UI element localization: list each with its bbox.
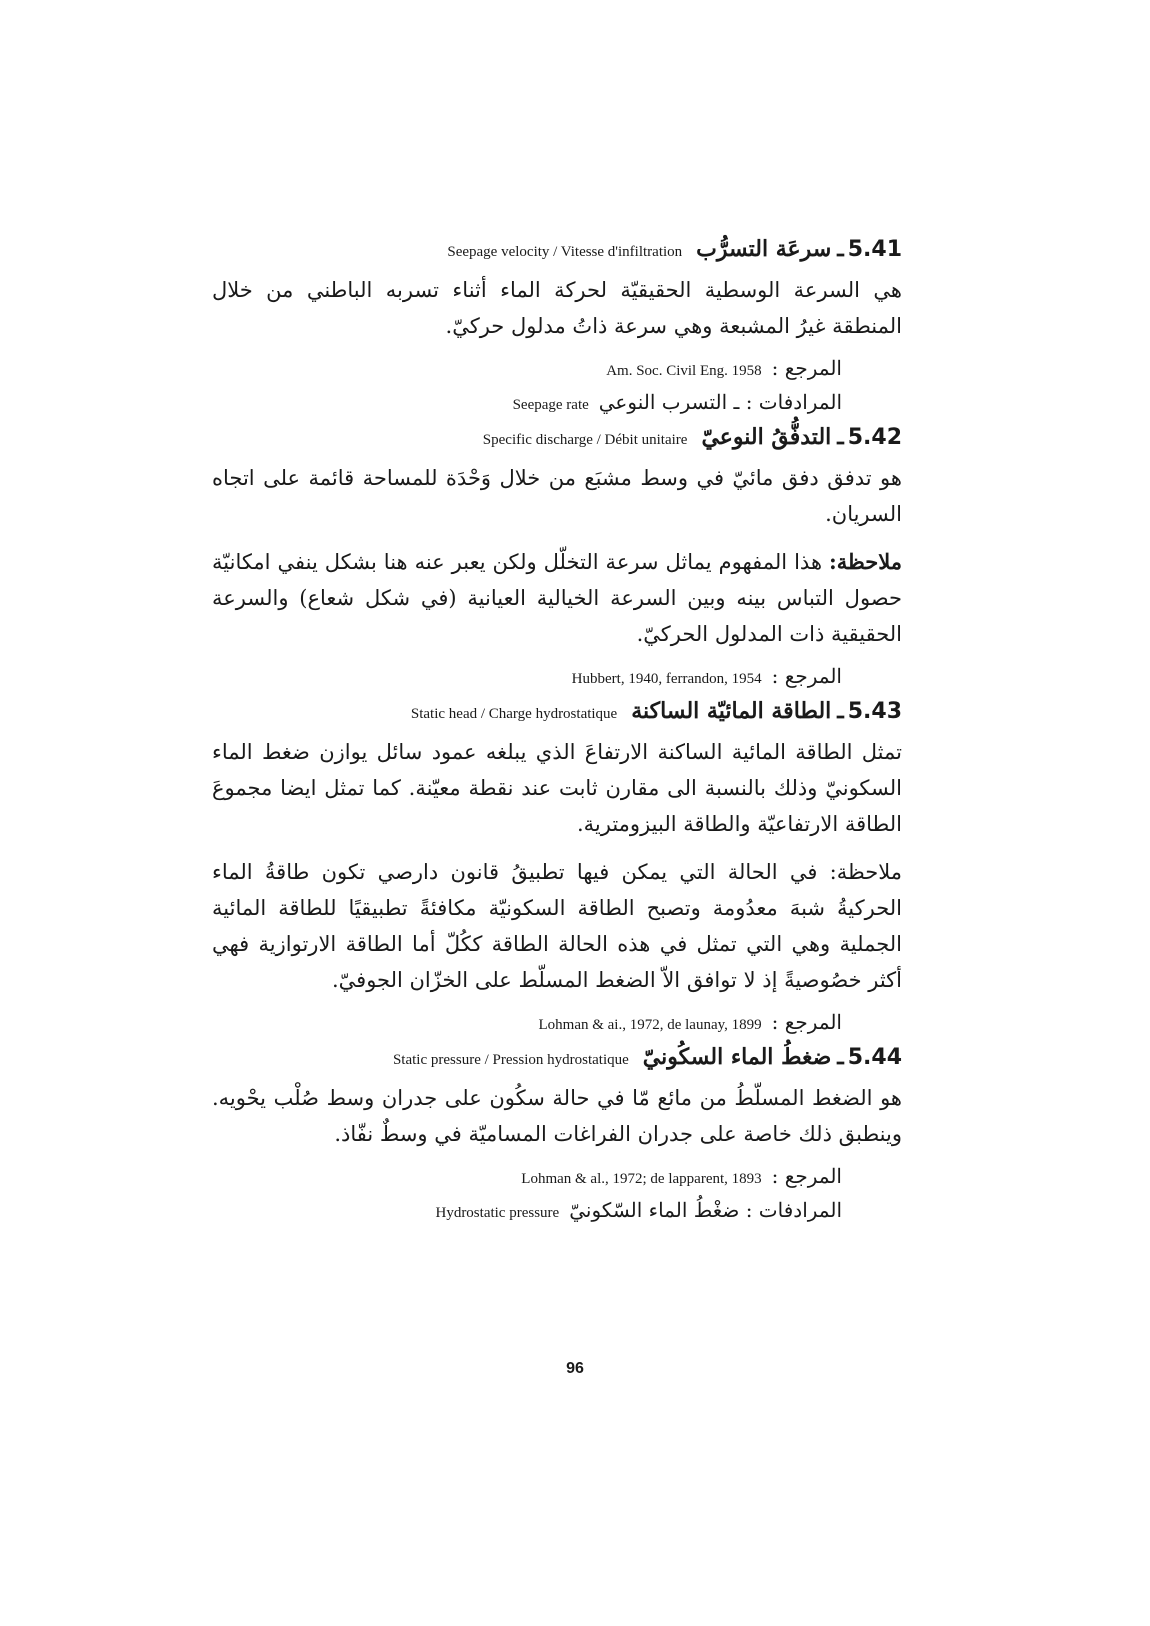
entry-number: 5.44 <box>847 1045 902 1070</box>
note-text: في الحالة التي يمكن فيها تطبيقُ قانون دارصي تكون طاقةُ الماء الحركيةُ شبهَ معدُومة وتصبح الطاقة السكونيّة مكافئةً تطبيقيًا للطاقة المائية الجملية وهي التي تمثل في هذه الحالة الطاقة ككُلّ أما الطاقة الارتوازية فهي أكثر خصُوصيةً إذ لا توافق الاّ الضغط المسلّط على الخزّان الجوفيّ. <box>212 860 902 992</box>
entry-reference <box>212 1164 902 1188</box>
entry-heading-5-43 <box>212 698 902 724</box>
note-text: هذا المفهوم يماثل سرعة التخلّل ولكن يعبر عنه هنا بشكل ينفي امكانيّة حصول التباس بينه وبين السرعة الخيالية العيانية (في شكل شعاع) والسرعة الحقيقية ذات المدلول الحركيّ. <box>212 550 902 646</box>
page-content <box>212 236 902 1232</box>
entry-dash: ـ <box>837 236 844 262</box>
page-number: 96 <box>566 1360 584 1377</box>
entry-title-arabic: سرعَة التسرُّب <box>696 236 832 262</box>
entry-heading-5-42 <box>212 424 902 450</box>
entry-note <box>212 544 902 652</box>
entry-definition: هي السرعة الوسطية الحقيقيّة لحركة الماء أثناء تسربه الباطني من خلال المنطقة غيرُ المشبعة وهي سرعة ذاتُ مدلول حركيّ. <box>212 278 902 338</box>
reference-text: Hubbert, 1940, ferrandon, 1954 <box>571 671 762 687</box>
reference-text: Lohman & ai., 1972, de launay, 1899 <box>538 1017 762 1033</box>
note-label: ملاحظة: <box>829 549 902 574</box>
entry-heading-5-44 <box>212 1044 902 1070</box>
entry-title-arabic: الطاقة المائيّة الساكنة <box>631 698 832 724</box>
entry-dash: ـ <box>837 1044 844 1070</box>
entry-title-arabic: ضغطُ الماء السكُونيّ <box>642 1044 832 1070</box>
reference-label: المرجع : <box>771 664 842 688</box>
entry-dash: ـ <box>837 698 844 724</box>
entry-definition: تمثل الطاقة المائية الساكنة الارتفاعَ الذي يبلغه عمود سائل يوازن ضغط الماء السكونيّ وذلك بالنسبة الى مقارن ثابت عند نقطة معيّنة. كما تمثل ايضا مجموعَ الطاقة الارتفاعيّة والطاقة البيزومترية. <box>212 740 902 836</box>
entry-synonyms <box>212 390 902 414</box>
entry-definition: هو تدفق دفق مائيّ في وسط مشبَع من خلال وَحْدَة للمساحة قائمة على اتجاه السريان. <box>212 466 902 526</box>
entry-title-english: Static pressure / Pression hydrostatique <box>392 1052 629 1068</box>
entry-title-english: Specific discharge / Débit unitaire <box>482 432 688 448</box>
synonyms-label: المرادفات : ضغْطُ الماء السّكونيّ <box>569 1198 842 1222</box>
reference-label: المرجع : <box>771 1164 842 1188</box>
synonyms-label: المرادفات : ـ التسرب النوعي <box>598 390 842 414</box>
entry-note <box>212 854 902 998</box>
reference-label: المرجع : <box>771 356 842 380</box>
entry-reference <box>212 1010 902 1034</box>
synonyms-text: Seepage rate <box>512 397 589 413</box>
entry-title-english: Seepage velocity / Vitesse d'infiltration <box>447 244 683 260</box>
entry-dash: ـ <box>837 424 844 450</box>
entry-number: 5.42 <box>847 425 902 450</box>
entry-heading-5-41 <box>212 236 902 262</box>
synonyms-text: Hydrostatic pressure <box>435 1205 560 1221</box>
entry-number: 5.41 <box>847 237 902 262</box>
entry-number: 5.43 <box>847 699 902 724</box>
note-label: ملاحظة: <box>829 860 902 884</box>
entry-title-english: Static head / Charge hydrostatique <box>410 706 618 722</box>
entry-reference <box>212 356 902 380</box>
entry-definition: هو الضغط المسلّطُ من مائع مّا في حالة سكُون على جدران وسط صُلْب يحْويه. وينطبق ذلك خاصة على جدران الفراغات المساميّة في وسطٌ نفّاذ. <box>212 1086 902 1146</box>
reference-text: Lohman & al., 1972; de lapparent, 1893 <box>521 1171 762 1187</box>
entry-title-arabic: التدفُّقُ النوعيّ <box>701 424 832 450</box>
entry-reference <box>212 664 902 688</box>
reference-label: المرجع : <box>771 1010 842 1034</box>
entry-synonyms <box>212 1198 902 1222</box>
reference-text: Am. Soc. Civil Eng. 1958 <box>606 363 762 379</box>
